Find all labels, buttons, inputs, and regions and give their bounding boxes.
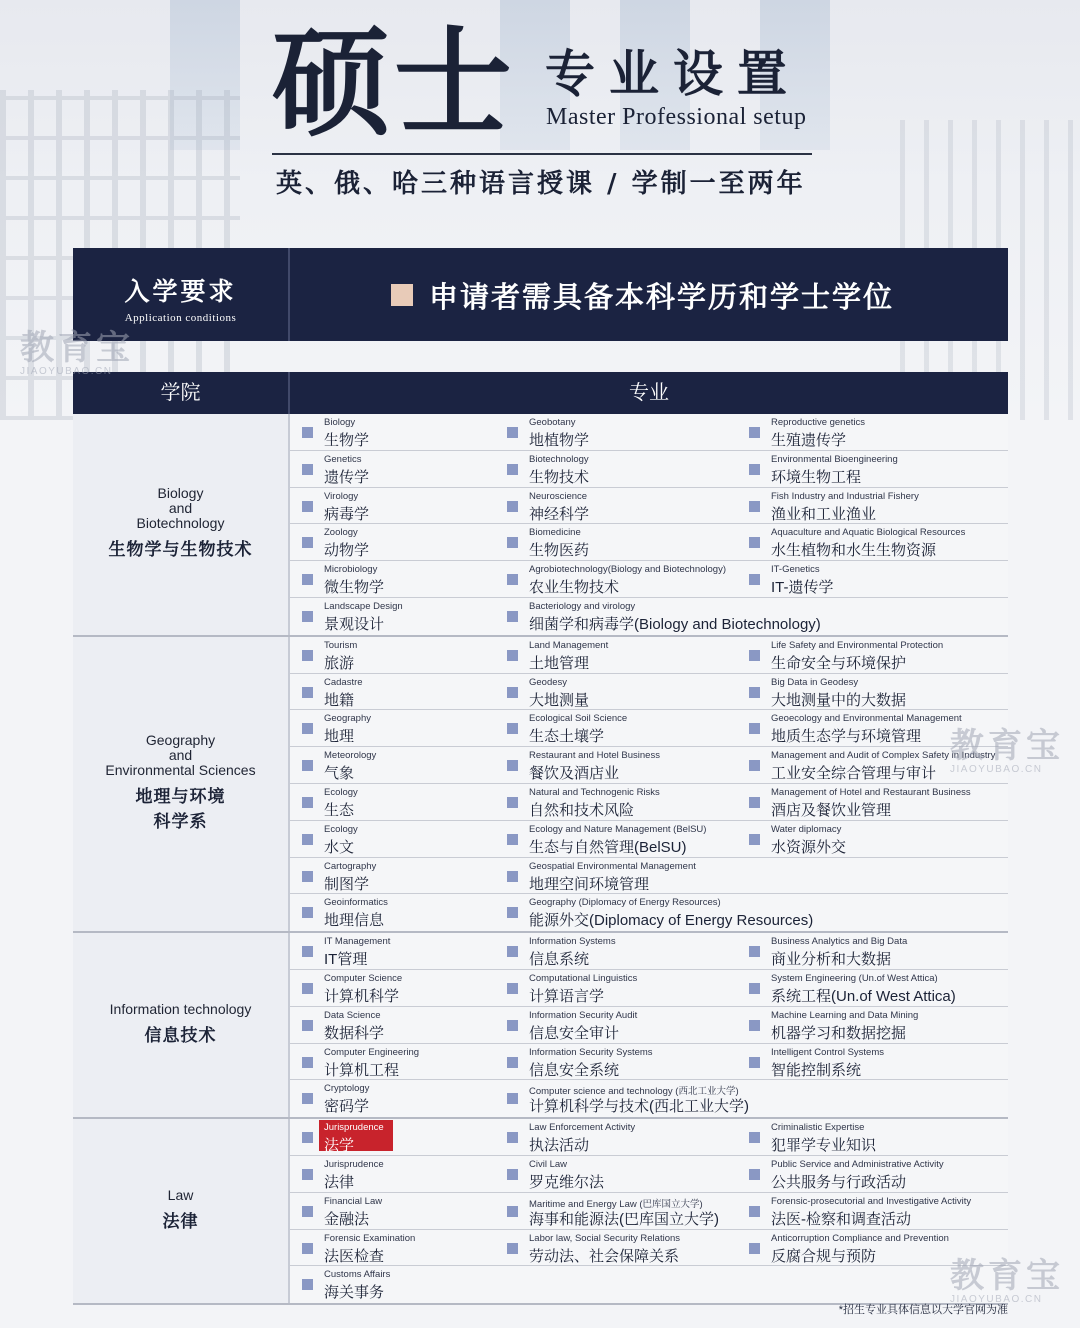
table-row bbox=[290, 747, 1008, 784]
bullet-square-icon bbox=[749, 1206, 760, 1217]
major-name-cn: 法医-检察和调查活动 bbox=[771, 1210, 911, 1228]
bullet-square-icon bbox=[302, 871, 313, 882]
major-name-en: Information Security Audit bbox=[529, 1009, 638, 1021]
major-name-en: Geoecology and Environmental Management bbox=[771, 713, 962, 725]
major-name-en: Ecology bbox=[324, 823, 358, 835]
bullet-square-icon bbox=[302, 650, 313, 661]
bullet-square-icon bbox=[302, 1169, 313, 1180]
bullet-square-icon bbox=[302, 611, 313, 622]
bullet-square-icon bbox=[302, 797, 313, 808]
major-name-cn: 商业分析和大数据 bbox=[771, 951, 892, 969]
column-header-major: 专业 bbox=[629, 382, 669, 404]
college-section bbox=[73, 1119, 1008, 1305]
watermark-url: JIAOYUBAO.CN bbox=[950, 1294, 1043, 1305]
major-name-cn: 景观设计 bbox=[324, 615, 385, 633]
college-cell bbox=[73, 414, 290, 635]
bullet-square-icon bbox=[749, 1243, 760, 1254]
major-name-en: Biotechnology bbox=[529, 453, 589, 465]
major-name-en: Cartography bbox=[324, 860, 377, 872]
bullet-square-icon bbox=[302, 907, 313, 918]
major-name-cn: 金融法 bbox=[324, 1210, 370, 1228]
major-name-cn: 生态土壤学 bbox=[529, 728, 605, 746]
table-row bbox=[290, 1193, 1008, 1230]
watermark-url: JIAOYUBAO.CN bbox=[950, 764, 1043, 775]
table-row bbox=[290, 1119, 1008, 1156]
major-name-cn: 工业安全综合管理与审计 bbox=[771, 765, 937, 783]
major-name-en: Cryptology bbox=[324, 1083, 370, 1095]
major-name-cn: 反腐合规与预防 bbox=[771, 1247, 877, 1265]
major-name-en: Aquaculture and Aquatic Biological Resources bbox=[771, 527, 966, 539]
major-name-cn: 酒店及餐饮业管理 bbox=[771, 801, 892, 819]
major-name-cn: 遗传学 bbox=[324, 468, 370, 486]
bullet-square-icon bbox=[507, 723, 518, 734]
major-name-cn: 病毒学 bbox=[324, 505, 370, 523]
major-name-cn: 计算机科学 bbox=[324, 987, 400, 1005]
requirements-label: 入学要求 bbox=[124, 277, 237, 306]
bullet-square-icon bbox=[302, 464, 313, 475]
major-name-en: Cadastre bbox=[324, 676, 363, 688]
major-name-cn: 地理空间环境管理 bbox=[529, 875, 650, 893]
major-name-en: Genetics bbox=[324, 453, 362, 465]
major-name-cn: 计算语言学 bbox=[529, 987, 605, 1005]
bullet-square-icon bbox=[749, 427, 760, 438]
bullet-square-icon bbox=[749, 723, 760, 734]
major-name-cn: 系统工程(Un.of West Attica) bbox=[771, 987, 956, 1005]
major-name-en: Neuroscience bbox=[529, 490, 588, 502]
bullet-square-icon bbox=[302, 501, 313, 512]
college-cell bbox=[73, 933, 290, 1117]
major-name-cn: 计算机工程 bbox=[324, 1061, 400, 1079]
bullet-square-icon bbox=[507, 427, 518, 438]
bullet-square-icon bbox=[302, 427, 313, 438]
major-name-cn: 罗克维尔法 bbox=[529, 1173, 605, 1191]
major-name-cn: 机器学习和数据挖掘 bbox=[771, 1024, 907, 1042]
major-name-en: Forensic-prosecutorial and Investigative Activity bbox=[771, 1195, 972, 1207]
bullet-square-icon bbox=[302, 760, 313, 771]
major-name-en: Intelligent Control Systems bbox=[771, 1046, 884, 1058]
major-name-en: Geoinformatics bbox=[324, 897, 388, 909]
majors-list bbox=[290, 637, 1008, 931]
major-name-cn: 执法活动 bbox=[529, 1137, 590, 1155]
major-name-cn: 信息系统 bbox=[529, 951, 590, 969]
major-name-en: Life Safety and Environmental Protection bbox=[771, 639, 944, 651]
major-name-cn: IT管理 bbox=[324, 951, 368, 969]
bullet-square-icon bbox=[302, 1093, 313, 1104]
major-name-en: Zoology bbox=[324, 527, 358, 539]
major-name-cn: 地植物学 bbox=[529, 432, 590, 449]
major-name-cn: 生殖遗传学 bbox=[771, 432, 847, 449]
major-name-cn: 地质生态学与环境管理 bbox=[771, 728, 922, 746]
bullet-square-icon bbox=[749, 834, 760, 845]
bullet-square-icon bbox=[507, 1243, 518, 1254]
table-row bbox=[290, 1044, 1008, 1081]
page-subtitle-en: Master Professional setup bbox=[546, 104, 807, 130]
bullet-square-icon bbox=[507, 650, 518, 661]
major-name-cn: 细菌学和病毒学(Biology and Biotechnology) bbox=[529, 615, 821, 633]
major-name-cn: 法学 bbox=[324, 1137, 355, 1155]
major-name-cn: 餐饮及酒店业 bbox=[529, 765, 620, 783]
bullet-square-icon bbox=[302, 1243, 313, 1254]
bullet-square-icon bbox=[302, 983, 313, 994]
bullet-square-icon bbox=[302, 1132, 313, 1143]
requirements-label-en: Application conditions bbox=[124, 312, 237, 324]
major-name-en: Water diplomacy bbox=[771, 823, 842, 835]
major-name-en: Biomedicine bbox=[529, 527, 581, 539]
major-name-cn: 公共服务与行政活动 bbox=[771, 1173, 907, 1191]
major-name-cn: 海关事务 bbox=[324, 1284, 385, 1302]
major-name-cn: 地理信息 bbox=[324, 912, 385, 930]
watermark bbox=[20, 330, 134, 377]
table-row bbox=[290, 784, 1008, 821]
major-name-en: Ecology and Nature Management (BelSU) bbox=[529, 823, 707, 835]
table-row bbox=[290, 1156, 1008, 1193]
major-name-cn: 信息安全审计 bbox=[529, 1024, 620, 1042]
major-name-cn: 制图学 bbox=[324, 875, 370, 893]
table-row bbox=[290, 561, 1008, 598]
major-name-en: Restaurant and Hotel Business bbox=[529, 750, 660, 762]
column-header-college: 学院 bbox=[73, 372, 290, 414]
majors-table bbox=[73, 372, 1008, 1305]
college-section bbox=[73, 414, 1008, 637]
major-name-en: Jurisprudence bbox=[324, 1158, 384, 1170]
bullet-square-icon bbox=[507, 687, 518, 698]
page-header bbox=[0, 0, 1080, 230]
major-name-en: Public Service and Administrative Activity bbox=[771, 1158, 944, 1170]
bullet-square-icon bbox=[749, 687, 760, 698]
table-row bbox=[290, 1080, 1008, 1117]
bullet-square-icon bbox=[749, 797, 760, 808]
bullet-square-icon bbox=[749, 1020, 760, 1031]
bullet-square-icon bbox=[302, 723, 313, 734]
college-cell bbox=[73, 1119, 290, 1303]
bullet-square-icon bbox=[507, 760, 518, 771]
footnote: *招生专业具体信息以大学官网为准 bbox=[838, 1304, 1008, 1316]
major-name-en: Business Analytics and Big Data bbox=[771, 936, 908, 948]
major-name-en: Land Management bbox=[529, 639, 609, 651]
major-name-cn: 生物医药 bbox=[529, 542, 590, 560]
table-row bbox=[290, 598, 1008, 635]
watermark bbox=[950, 728, 1064, 775]
bullet-square-icon bbox=[749, 537, 760, 548]
bullet-square-icon bbox=[507, 907, 518, 918]
major-name-en: Forensic Examination bbox=[324, 1232, 416, 1244]
table-header bbox=[73, 372, 1008, 414]
major-name-en: IT Management bbox=[324, 936, 391, 948]
table-row bbox=[290, 414, 1008, 451]
major-name-cn: 数据科学 bbox=[324, 1024, 385, 1042]
bullet-square-icon bbox=[507, 537, 518, 548]
bullet-square-icon bbox=[749, 464, 760, 475]
major-name-en: Biology bbox=[324, 417, 356, 428]
table-row bbox=[290, 524, 1008, 561]
bullet-square-icon bbox=[749, 1057, 760, 1068]
major-name-cn: 自然和技术风险 bbox=[529, 801, 635, 819]
major-name-en: Reproductive genetics bbox=[771, 417, 865, 428]
major-name-en: Geobotany bbox=[529, 417, 576, 428]
major-name-en: Civil Law bbox=[529, 1158, 568, 1170]
table-row bbox=[290, 821, 1008, 858]
college-name-en: Biology and Biotechnology bbox=[136, 485, 225, 532]
requirements-label-box bbox=[73, 248, 290, 341]
major-name-cn: 计算机科学与技术(西北工业大学) bbox=[529, 1098, 749, 1116]
college-section bbox=[73, 933, 1008, 1119]
college-name-cn: 法律 bbox=[162, 1212, 199, 1232]
majors-list bbox=[290, 414, 1008, 635]
major-name-en: Management of Hotel and Restaurant Business bbox=[771, 786, 971, 798]
major-name-cn: 地理 bbox=[324, 728, 355, 746]
major-name-cn: 土地管理 bbox=[529, 654, 590, 672]
major-name-cn: 大地测量 bbox=[529, 691, 590, 709]
table-row bbox=[290, 710, 1008, 747]
major-name-cn: 劳动法、社会保障关系 bbox=[529, 1247, 680, 1265]
requirements-text: 申请者需具备本科学历和学士学位 bbox=[429, 280, 895, 314]
major-name-cn: 信息安全系统 bbox=[529, 1061, 620, 1079]
major-name-en: Virology bbox=[324, 490, 359, 502]
major-name-en: Computer Science bbox=[324, 972, 403, 984]
major-name-en: Computer Engineering bbox=[324, 1046, 420, 1058]
college-name-cn: 地理与环境 科学系 bbox=[135, 787, 226, 832]
major-name-cn: 水生植物和水生生物资源 bbox=[771, 542, 937, 560]
major-name-cn: 水资源外交 bbox=[771, 838, 847, 856]
major-name-cn: 地籍 bbox=[324, 691, 355, 709]
major-name-cn: 犯罪学专业知识 bbox=[771, 1137, 877, 1155]
major-name-en: Bacteriology and virology bbox=[529, 600, 636, 612]
bullet-square-icon bbox=[507, 1020, 518, 1031]
major-name-en: Landscape Design bbox=[324, 600, 403, 612]
bullet-square-icon bbox=[749, 574, 760, 585]
major-name-en: System Engineering (Un.of West Attica) bbox=[771, 972, 938, 984]
college-name-cn: 生物学与生物技术 bbox=[108, 540, 253, 560]
table-row bbox=[290, 933, 1008, 970]
majors-list bbox=[290, 933, 1008, 1117]
table-row bbox=[290, 1266, 1008, 1303]
major-name-en: Labor law, Social Security Relations bbox=[529, 1232, 681, 1244]
bullet-square-icon bbox=[507, 797, 518, 808]
major-name-cn: 法医检查 bbox=[324, 1247, 385, 1265]
major-name-en: Data Science bbox=[324, 1009, 381, 1021]
college-cell bbox=[73, 637, 290, 931]
major-name-cn: 农业生物技术 bbox=[529, 579, 620, 597]
bullet-square-icon bbox=[302, 834, 313, 845]
major-name-en: Information Systems bbox=[529, 936, 616, 948]
majors-list bbox=[290, 1119, 1008, 1303]
bullet-square-icon bbox=[749, 946, 760, 957]
major-name-cn: 生物学 bbox=[324, 432, 370, 449]
bullet-square-icon bbox=[302, 574, 313, 585]
watermark-text: 教育宝 bbox=[950, 1257, 1064, 1295]
major-name-en: Management and Audit of Complex Safety in Industry bbox=[771, 750, 996, 762]
bullet-square-icon bbox=[302, 1020, 313, 1031]
major-name-en: Tourism bbox=[324, 639, 358, 651]
major-name-en: Maritime and Energy Law (巴库国立大学) bbox=[529, 1198, 703, 1210]
table-row bbox=[290, 488, 1008, 525]
bullet-square-icon bbox=[749, 1169, 760, 1180]
major-name-cn: IT-遗传学 bbox=[771, 579, 834, 597]
bullet-square-icon bbox=[302, 946, 313, 957]
major-name-cn: 生物技术 bbox=[529, 468, 590, 486]
table-row bbox=[290, 1230, 1008, 1267]
bullet-square-icon bbox=[302, 1279, 313, 1290]
bullet-square-icon bbox=[507, 1093, 518, 1104]
bullet-square-icon bbox=[302, 687, 313, 698]
major-name-cn: 法律 bbox=[324, 1173, 355, 1191]
college-name-en: Law bbox=[167, 1187, 194, 1204]
major-name-cn: 渔业和工业渔业 bbox=[771, 505, 877, 523]
major-name-en: Anticorruption Compliance and Prevention bbox=[771, 1232, 949, 1244]
table-row bbox=[290, 637, 1008, 674]
watermark-url: JIAOYUBAO.CN bbox=[20, 366, 113, 377]
bullet-square-icon bbox=[507, 464, 518, 475]
bullet-square-icon bbox=[507, 834, 518, 845]
bullet-square-icon bbox=[749, 501, 760, 512]
college-name-cn: 信息技术 bbox=[144, 1026, 217, 1046]
major-name-en: Ecological Soil Science bbox=[529, 713, 628, 725]
bullet-square-icon bbox=[749, 1132, 760, 1143]
bullet-square-icon bbox=[302, 1206, 313, 1217]
major-name-cn: 生态与自然管理(BelSU) bbox=[529, 838, 687, 856]
bullet-square-icon bbox=[302, 537, 313, 548]
major-name-cn: 能源外交(Diplomacy of Energy Resources) bbox=[529, 912, 814, 930]
major-name-cn: 气象 bbox=[324, 765, 355, 783]
major-name-en: Customs Affairs bbox=[324, 1269, 391, 1281]
major-name-en: Geodesy bbox=[529, 676, 568, 688]
bullet-square-icon bbox=[302, 1057, 313, 1068]
major-name-cn: 生命安全与环境保护 bbox=[771, 654, 907, 672]
bullet-square-icon bbox=[507, 946, 518, 957]
table-row bbox=[290, 970, 1008, 1007]
requirements-bar bbox=[73, 248, 1008, 341]
watermark-text: 教育宝 bbox=[950, 727, 1064, 765]
bullet-square-icon bbox=[507, 1132, 518, 1143]
bullet-square-icon bbox=[507, 574, 518, 585]
major-name-cn: 微生物学 bbox=[324, 579, 385, 597]
bullet-square-icon bbox=[507, 1057, 518, 1068]
major-name-en: Agrobiotechnology(Biology and Biotechnology) bbox=[529, 564, 726, 576]
college-name-en: Geography and Environmental Sciences bbox=[105, 732, 256, 779]
table-row bbox=[290, 858, 1008, 895]
major-name-en: Environmental Bioengineering bbox=[771, 453, 898, 465]
major-name-en: Machine Learning and Data Mining bbox=[771, 1009, 919, 1021]
major-name-en: Ecology bbox=[324, 786, 358, 798]
table-row bbox=[290, 451, 1008, 488]
major-name-en: Microbiology bbox=[324, 564, 378, 576]
college-name-en: Information technology bbox=[109, 1001, 252, 1018]
bullet-square-icon bbox=[749, 983, 760, 994]
bullet-square-icon bbox=[391, 284, 413, 306]
table-row bbox=[290, 1007, 1008, 1044]
major-name-cn: 水文 bbox=[324, 838, 355, 856]
bullet-square-icon bbox=[507, 1169, 518, 1180]
major-name-en: Big Data in Geodesy bbox=[771, 676, 859, 688]
major-name-en: Fish Industry and Industrial Fishery bbox=[771, 490, 919, 502]
major-name-cn: 海事和能源法(巴库国立大学) bbox=[529, 1210, 719, 1228]
major-name-cn: 智能控制系统 bbox=[771, 1061, 862, 1079]
major-name-en: Natural and Technogenic Risks bbox=[529, 786, 660, 798]
college-section bbox=[73, 637, 1008, 933]
table-row bbox=[290, 674, 1008, 711]
major-name-cn: 环境生物工程 bbox=[771, 468, 862, 486]
page-tagline: 英、俄、哈三种语言授课 / 学制一至两年 bbox=[276, 169, 806, 199]
major-name-en: Law Enforcement Activity bbox=[529, 1122, 636, 1134]
major-name-en: Information Security Systems bbox=[529, 1046, 653, 1058]
major-name-cn: 神经科学 bbox=[529, 505, 590, 523]
major-name-en: Financial Law bbox=[324, 1195, 383, 1207]
page-subtitle-cn: 专业设置 bbox=[545, 44, 801, 103]
major-name-en: Geography bbox=[324, 713, 372, 725]
major-name-en: Meteorology bbox=[324, 750, 377, 762]
page-title: 硕士 bbox=[272, 13, 517, 152]
major-name-cn: 旅游 bbox=[324, 654, 355, 672]
major-name-cn: 密码学 bbox=[324, 1098, 370, 1116]
bullet-square-icon bbox=[507, 1206, 518, 1217]
bullet-square-icon bbox=[507, 611, 518, 622]
major-name-en: Computational Linguistics bbox=[529, 972, 638, 984]
major-name-en: Geography (Diplomacy of Energy Resources) bbox=[529, 897, 721, 909]
bullet-square-icon bbox=[507, 983, 518, 994]
major-name-cn: 大地测量中的大数据 bbox=[771, 691, 907, 709]
major-name-en: Geospatial Environmental Management bbox=[529, 860, 696, 872]
major-name-en: Computer science and technology (西北工业大学) bbox=[529, 1086, 739, 1098]
major-name-cn: 动物学 bbox=[324, 542, 370, 560]
watermark bbox=[950, 1258, 1064, 1305]
bullet-square-icon bbox=[749, 760, 760, 771]
bullet-square-icon bbox=[507, 501, 518, 512]
watermark-text: 教育宝 bbox=[20, 329, 134, 367]
major-name-en: Jurisprudence bbox=[324, 1122, 384, 1134]
table-row bbox=[290, 894, 1008, 931]
header-divider bbox=[272, 153, 812, 155]
bullet-square-icon bbox=[507, 871, 518, 882]
major-name-en: IT-Genetics bbox=[771, 564, 820, 576]
major-name-en: Criminalistic Expertise bbox=[771, 1122, 865, 1134]
table-body bbox=[73, 414, 1008, 1305]
bullet-square-icon bbox=[749, 650, 760, 661]
major-name-cn: 生态 bbox=[324, 801, 355, 819]
